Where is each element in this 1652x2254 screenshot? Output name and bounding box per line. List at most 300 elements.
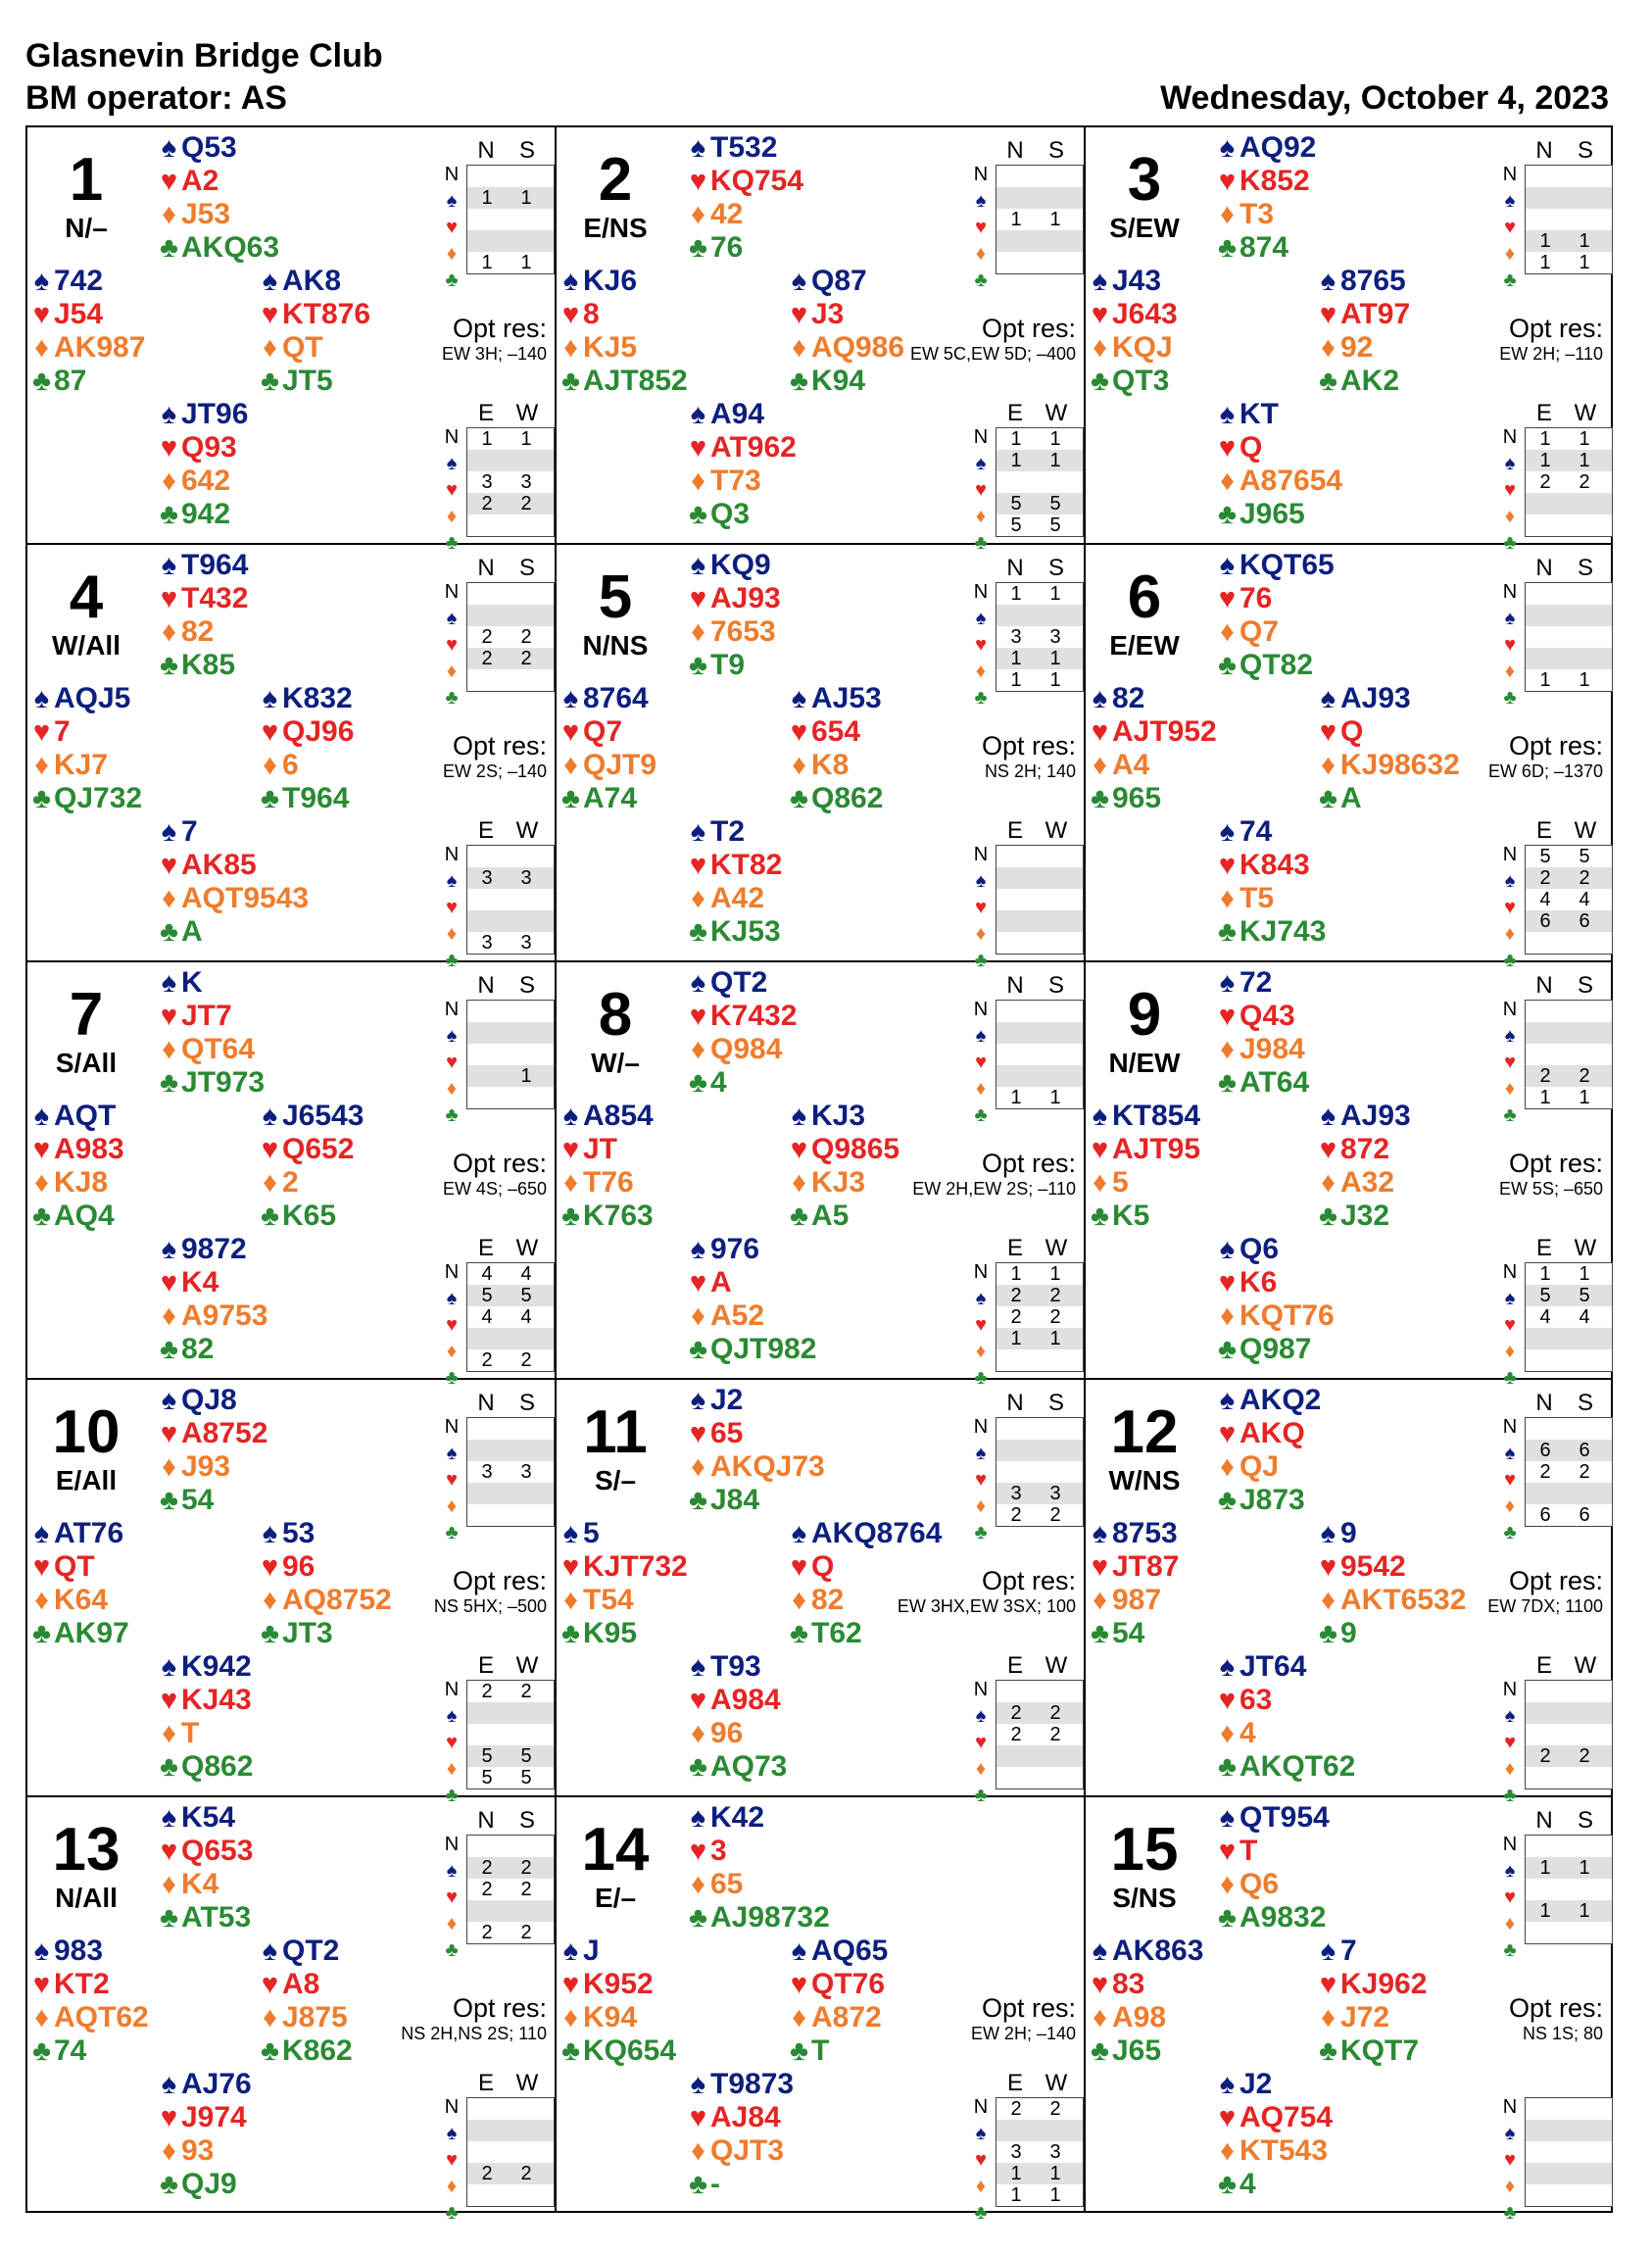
cards: T: [1239, 1835, 1258, 1867]
heart-icon: ♥: [689, 1418, 707, 1449]
cards: KT543: [1239, 2134, 1329, 2167]
trick-count: 1: [1010, 209, 1022, 230]
row-label: ♣: [974, 1104, 988, 1126]
diamond-holding: [1215, 882, 1382, 915]
diamond-icon: ♦: [1220, 883, 1235, 914]
heart-holding: [686, 431, 852, 465]
cards: 82: [181, 615, 215, 648]
ns-tricks-table: [968, 137, 1084, 291]
cards: J984: [1239, 1033, 1305, 1065]
hand-w: [29, 682, 196, 815]
hand-s: [686, 398, 852, 531]
optimum-result: [898, 1566, 1076, 1617]
club-icon: ♣: [260, 783, 280, 814]
table-columns: [466, 1390, 555, 1417]
spade-holding: [1316, 265, 1482, 298]
row-label: ♣: [445, 1104, 459, 1126]
row-label: ♥: [446, 2149, 458, 2171]
cards: Q862: [811, 782, 884, 814]
optimum-value: NS 1S; 80: [1522, 2024, 1603, 2043]
spade-icon: ♠: [1320, 1936, 1336, 1967]
club-icon: ♣: [688, 1334, 708, 1365]
cards: KQ9: [710, 549, 771, 581]
club-holding: [157, 1333, 323, 1366]
cards: AQT9543: [181, 882, 310, 914]
row-label: ♠: [1504, 2123, 1516, 2144]
row-band: [467, 1022, 554, 1044]
spade-icon: ♠: [791, 266, 807, 297]
club-icon: ♣: [688, 1902, 708, 1934]
row-label: ♣: [1503, 1367, 1517, 1389]
cards: Q87: [811, 265, 867, 297]
table-columns: [996, 1390, 1084, 1417]
cards: J875: [282, 2001, 348, 2034]
trick-count: 2: [481, 1879, 493, 1900]
row-label: ♠: [975, 1288, 987, 1309]
row-label: ♠: [446, 1288, 458, 1309]
cards: QT64: [181, 1033, 256, 1065]
hand-e: [258, 1100, 424, 1233]
cards: A: [710, 1266, 732, 1298]
spade-icon: ♠: [161, 1234, 177, 1265]
column-s: S: [1047, 1390, 1064, 1416]
row-label: ♥: [975, 897, 987, 918]
club-icon: ♣: [260, 2035, 280, 2067]
cards: KJ43: [181, 1684, 252, 1716]
ns-tricks-table: [1497, 555, 1613, 709]
spade-icon: ♠: [1219, 2069, 1236, 2100]
spade-holding: [29, 682, 196, 715]
cards: AJ53: [811, 682, 882, 714]
hand-n: [1215, 1384, 1382, 1517]
row-label: ♥: [975, 1314, 987, 1336]
heart-icon: ♥: [561, 716, 580, 748]
club-icon: ♣: [31, 2035, 52, 2067]
heart-holding: [1088, 298, 1254, 331]
tricks-box: [466, 1417, 555, 1527]
column-s: S: [1047, 137, 1064, 164]
cards: KJ53: [710, 915, 781, 948]
ew-tricks-table: [1497, 817, 1613, 971]
trick-count: 1: [520, 252, 532, 273]
club-holding: [1316, 782, 1482, 815]
cards: QT82: [1239, 649, 1314, 681]
club-holding: [258, 365, 424, 398]
trick-count: 2: [520, 2163, 532, 2184]
diamond-holding: [29, 1584, 196, 1617]
spade-icon: ♠: [1219, 132, 1236, 164]
heart-icon: ♥: [32, 1134, 51, 1165]
heart-icon: ♥: [261, 716, 279, 748]
cards: JT: [583, 1133, 618, 1165]
row-band: [467, 230, 554, 252]
cards: J32: [1340, 1200, 1390, 1232]
diamond-holding: [29, 1166, 196, 1200]
heart-icon: ♥: [790, 1134, 808, 1165]
tricks-box: [466, 1835, 555, 1944]
diamond-icon: ♦: [691, 2135, 705, 2167]
spade-holding: [29, 1935, 196, 1968]
column-w: W: [1574, 1652, 1597, 1679]
cards: JT7: [181, 1000, 232, 1032]
cards: AKQ2: [1239, 1384, 1322, 1416]
diamond-icon: ♦: [1321, 2002, 1336, 2034]
column-e: E: [1006, 1652, 1023, 1679]
cards: AQ92: [1239, 131, 1317, 164]
cards: KJ7: [54, 749, 109, 781]
hand-w: [29, 1100, 196, 1233]
trick-count: 3: [1049, 626, 1061, 648]
ew-tricks-table: [968, 2070, 1084, 2224]
row-label: ♥: [975, 1732, 987, 1753]
column-w: W: [515, 817, 539, 844]
diamond-holding: [258, 749, 424, 782]
spade-holding: [686, 1384, 852, 1417]
cards: T73: [710, 465, 761, 497]
heart-holding: [1088, 1968, 1254, 2001]
trick-count: 2: [520, 1857, 532, 1879]
row-label: ♣: [445, 270, 459, 291]
diamond-icon: ♦: [1220, 466, 1235, 497]
trick-count: 2: [520, 626, 532, 648]
cards: A872: [811, 2001, 882, 2034]
row-band: [1526, 1702, 1612, 1724]
column-w: W: [1574, 1235, 1597, 1261]
club-holding: [559, 365, 725, 398]
cards: J3: [811, 298, 845, 330]
hand-n: [1215, 131, 1382, 265]
row-label: ♣: [974, 950, 988, 971]
row-label: ♣: [1503, 1785, 1517, 1806]
heart-holding: [1215, 431, 1382, 465]
column-n: N: [1006, 555, 1024, 581]
row-label: ♦: [1504, 1341, 1516, 1362]
diamond-icon: ♦: [162, 2135, 176, 2167]
row-band: [1526, 2163, 1612, 2184]
spade-icon: ♠: [562, 683, 579, 714]
club-holding: [29, 1617, 196, 1650]
cards: K843: [1239, 849, 1310, 881]
trick-count: 2: [520, 493, 532, 514]
cards: -: [710, 2168, 720, 2200]
heart-holding: [29, 1133, 196, 1166]
diamond-icon: ♦: [1220, 2135, 1235, 2167]
club-icon: ♣: [1090, 366, 1110, 397]
tricks-box: [1525, 165, 1613, 274]
diamond-holding: [258, 2001, 424, 2034]
board-1: [27, 127, 557, 554]
cards: Q7: [1239, 615, 1280, 648]
hand-w: [559, 1517, 725, 1650]
tricks-box: [466, 1262, 555, 1372]
heart-icon: ♥: [1319, 1134, 1337, 1165]
row-label: ♣: [445, 1522, 459, 1544]
heart-icon: ♥: [160, 166, 178, 197]
heart-icon: ♥: [561, 1551, 580, 1583]
heart-holding: [559, 1133, 725, 1166]
trick-count: 2: [481, 1857, 493, 1879]
club-icon: ♣: [789, 366, 809, 397]
board-11: [557, 1380, 1086, 1806]
heart-holding: [157, 1266, 323, 1299]
row-band: [1526, 605, 1612, 626]
diamond-icon: ♦: [1093, 1167, 1107, 1199]
row-label: ♦: [446, 923, 458, 945]
heart-icon: ♥: [261, 1551, 279, 1583]
ns-tricks-table: [1497, 1390, 1613, 1544]
optimum-result: [1499, 1149, 1603, 1200]
club-holding: [787, 2034, 953, 2068]
dealer-vulnerability: S/EW: [1109, 213, 1180, 243]
ns-tricks-table: [1497, 1807, 1613, 1961]
spade-holding: [258, 682, 424, 715]
heart-icon: ♥: [1319, 1551, 1337, 1583]
club-icon: ♣: [159, 1485, 179, 1516]
optimum-result: [401, 1993, 547, 2044]
trick-count: 1: [1579, 252, 1590, 273]
cards: 742: [54, 265, 104, 297]
cards: 83: [1112, 1968, 1145, 2000]
dealer-vulnerability: N/NS: [582, 630, 649, 661]
club-holding: [157, 2168, 323, 2201]
tricks-box: [1525, 1680, 1613, 1789]
dealer-vulnerability: W/NS: [1108, 1465, 1181, 1495]
spade-holding: [559, 1935, 725, 1968]
hand-n: [157, 549, 323, 682]
cards: QT76: [811, 1968, 886, 2000]
hand-s: [1215, 1650, 1382, 1784]
cards: K952: [583, 1968, 654, 2000]
cards: QT2: [282, 1935, 340, 1967]
trick-count: 3: [1010, 2141, 1022, 2163]
trick-count: 3: [1049, 1483, 1061, 1504]
table-columns: [1525, 555, 1613, 582]
heart-holding: [686, 1000, 852, 1033]
diamond-icon: ♦: [34, 332, 49, 364]
row-label: N: [444, 1679, 460, 1700]
heart-holding: [157, 2101, 323, 2134]
row-label: N: [1502, 1261, 1518, 1283]
spade-holding: [1215, 1233, 1382, 1266]
hand-s: [686, 1650, 852, 1784]
trick-count: 1: [520, 1065, 532, 1087]
trick-count: 5: [1049, 493, 1061, 514]
club-holding: [559, 782, 725, 815]
tricks-box: [466, 1000, 555, 1109]
row-label: ♦: [446, 1078, 458, 1100]
spade-icon: ♠: [690, 967, 706, 999]
tricks-box: [466, 165, 555, 274]
tricks-box: [1525, 1000, 1613, 1109]
cards: Q653: [181, 1835, 254, 1867]
cards: QT954: [1239, 1801, 1330, 1834]
table-columns: [466, 972, 555, 1000]
cards: K: [181, 966, 203, 999]
diamond-icon: ♦: [792, 1585, 806, 1616]
row-label: ♠: [1504, 1443, 1516, 1464]
optimum-label: Opt res:: [452, 1566, 547, 1595]
cards: K8: [811, 749, 850, 781]
club-icon: ♣: [1217, 1902, 1238, 1934]
heart-holding: [686, 165, 852, 198]
cards: A4: [1112, 749, 1150, 781]
heart-holding: [157, 165, 323, 198]
cards: J53: [181, 198, 231, 230]
diamond-holding: [157, 615, 323, 649]
club-holding: [1215, 915, 1382, 949]
heart-icon: ♥: [689, 2102, 707, 2133]
club-icon: ♣: [560, 1618, 581, 1649]
diamond-holding: [1215, 1033, 1382, 1066]
club-holding: [686, 231, 852, 265]
club-icon: ♣: [688, 232, 708, 264]
club-icon: ♣: [1217, 499, 1238, 530]
trick-count: 2: [1579, 867, 1590, 889]
column-s: S: [518, 137, 535, 164]
club-icon: ♣: [31, 366, 52, 397]
hand-s: [686, 1233, 852, 1366]
tricks-box: [996, 1680, 1084, 1789]
heart-holding: [559, 1550, 725, 1584]
diamond-icon: ♦: [1093, 1585, 1107, 1616]
cards: T62: [811, 1617, 862, 1649]
trick-count: 2: [1010, 2098, 1022, 2120]
column-w: W: [1045, 1235, 1068, 1261]
board-8: [557, 962, 1086, 1389]
table-columns: [466, 1235, 555, 1262]
diamond-icon: ♦: [563, 750, 578, 781]
row-label: N: [973, 581, 989, 603]
trick-count: 2: [481, 626, 493, 648]
table-columns: [1525, 1807, 1613, 1835]
spade-holding: [1215, 131, 1382, 165]
diamond-holding: [157, 1450, 323, 1484]
cards: K852: [1239, 165, 1310, 197]
cards: A8: [282, 1968, 320, 2000]
row-label: ♠: [446, 1705, 458, 1727]
cards: J65: [1112, 2034, 1162, 2067]
board-number: 6: [1127, 564, 1162, 631]
cards: Q652: [282, 1133, 355, 1165]
row-label: ♦: [975, 1758, 987, 1780]
heart-holding: [157, 1417, 323, 1450]
cards: 872: [1340, 1133, 1390, 1165]
column-s: S: [518, 1390, 535, 1416]
trick-count: 1: [1539, 428, 1551, 450]
column-w: W: [1045, 400, 1068, 426]
hand-n: [157, 1384, 323, 1517]
heart-holding: [1215, 1266, 1382, 1299]
trick-count: 4: [1579, 889, 1590, 910]
column-w: W: [1574, 400, 1597, 426]
optimum-result: [910, 314, 1076, 365]
table-columns: [996, 2070, 1084, 2097]
cards: Q: [811, 1550, 835, 1583]
trick-count: 3: [481, 1461, 493, 1483]
trick-count: 1: [520, 187, 532, 209]
cards: Q53: [181, 131, 237, 164]
row-band: [996, 1065, 1083, 1087]
diamond-holding: [686, 198, 852, 231]
heart-holding: [1215, 582, 1382, 615]
club-holding: [157, 1750, 323, 1784]
cards: 8764: [583, 682, 649, 714]
row-label: ♦: [1504, 243, 1516, 265]
hand-e: [1316, 1100, 1482, 1233]
cards: K95: [583, 1617, 638, 1649]
diamond-icon: ♦: [34, 1585, 49, 1616]
optimum-value: EW 7DX; 1100: [1487, 1596, 1603, 1616]
diamond-holding: [1088, 1584, 1254, 1617]
cards: AQ65: [811, 1935, 889, 1967]
diamond-holding: [559, 1166, 725, 1200]
cards: T2: [710, 815, 746, 848]
heart-icon: ♥: [1091, 299, 1109, 330]
club-icon: ♣: [1090, 1200, 1110, 1232]
cards: J6543: [282, 1100, 364, 1132]
cards: 642: [181, 465, 231, 497]
spade-icon: ♠: [1320, 683, 1336, 714]
cards: K4: [181, 1266, 219, 1298]
hand-e: [258, 682, 424, 815]
row-label: ♣: [1503, 2202, 1517, 2224]
spade-icon: ♠: [562, 1518, 579, 1549]
heart-icon: ♥: [790, 716, 808, 748]
diamond-holding: [559, 1584, 725, 1617]
tricks-box: [1525, 845, 1613, 955]
cards: J965: [1239, 498, 1305, 530]
diamond-icon: ♦: [792, 1167, 806, 1199]
cards: Q9865: [811, 1133, 900, 1165]
row-label: ♦: [1504, 661, 1516, 682]
trick-count: 5: [520, 1285, 532, 1306]
row-label: ♥: [1504, 1886, 1516, 1908]
row-label: ♥: [446, 1314, 458, 1336]
column-n: N: [477, 555, 495, 581]
spade-icon: ♠: [161, 550, 177, 581]
cards: T76: [583, 1166, 634, 1199]
cards: QJ96: [282, 715, 355, 748]
diamond-icon: ♦: [162, 1300, 176, 1332]
diamond-icon: ♦: [34, 1167, 49, 1199]
hand-s: [686, 815, 852, 949]
club-holding: [686, 1333, 852, 1366]
spade-icon: ♠: [690, 1802, 706, 1834]
trick-count: 1: [1010, 1328, 1022, 1349]
spade-icon: ♠: [161, 2069, 177, 2100]
row-label: ♥: [975, 1052, 987, 1073]
row-label: ♦: [1504, 2176, 1516, 2197]
heart-holding: [1215, 2101, 1382, 2134]
cards: KT854: [1112, 1100, 1201, 1132]
spade-holding: [1215, 1801, 1382, 1835]
diamond-icon: ♦: [1220, 199, 1235, 230]
cards: A983: [54, 1133, 124, 1165]
row-label: ♥: [446, 634, 458, 656]
trick-count: 1: [1539, 230, 1551, 252]
dealer-vulnerability: S/–: [594, 1465, 637, 1495]
hand-w: [1088, 1100, 1254, 1233]
session-date: Wednesday, October 4, 2023: [1160, 79, 1609, 117]
spade-icon: ♠: [1219, 967, 1236, 999]
club-icon: ♣: [789, 783, 809, 814]
cards: 65: [710, 1417, 744, 1449]
diamond-holding: [258, 1584, 424, 1617]
diamond-icon: ♦: [263, 1585, 277, 1616]
heart-icon: ♥: [261, 1134, 279, 1165]
club-holding: [1215, 1333, 1382, 1366]
trick-count: 1: [1010, 2163, 1022, 2184]
